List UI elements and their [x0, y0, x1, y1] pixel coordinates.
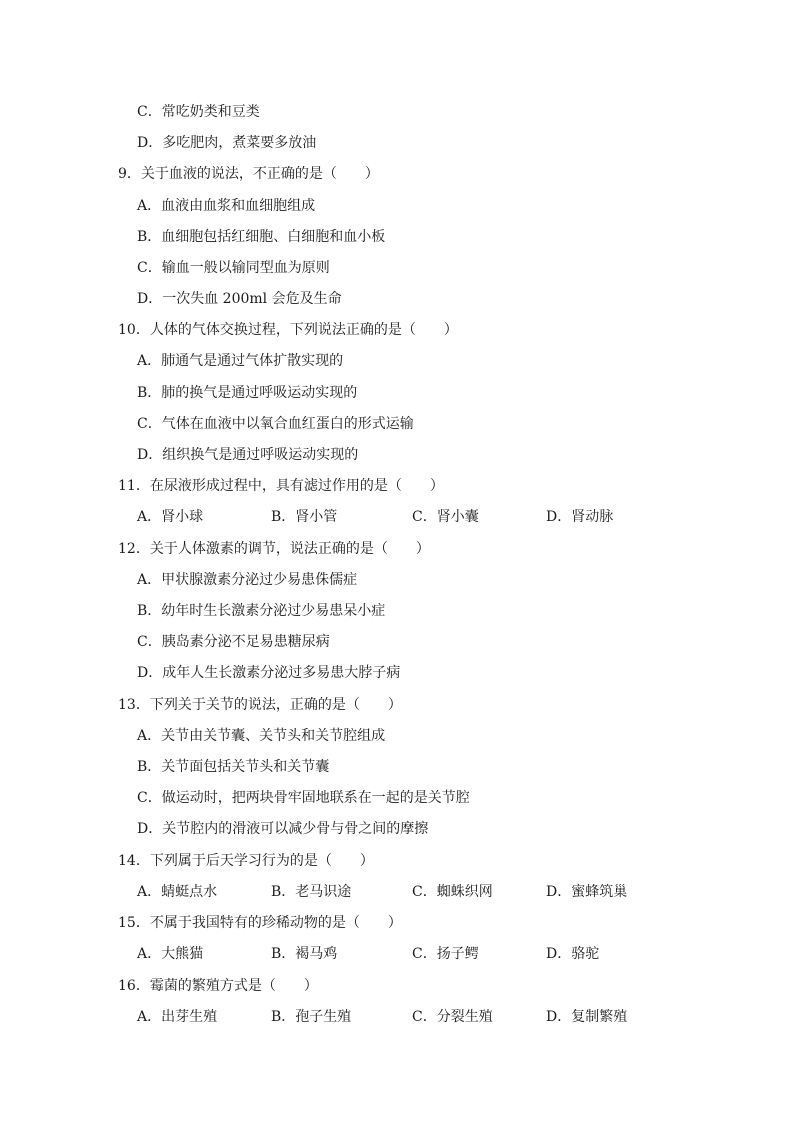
q13-option-d: D．关节腔内的滑液可以减少骨与骨之间的摩擦	[137, 821, 429, 837]
q9-stem: 9．关于血液的说法，不正确的是（ ）	[118, 166, 379, 182]
q9-option-a: A．血液由血浆和血细胞组成	[137, 198, 316, 214]
q15-stem: 15．不属于我国特有的珍稀动物的是（ ）	[118, 915, 402, 931]
q10-option-d: D．组织换气是通过呼吸运动实现的	[137, 447, 359, 463]
q9-option-c: C．输血一般以输同型血为原则	[137, 260, 330, 276]
q9-option-b: B．血细胞包括红细胞、白细胞和血小板	[137, 229, 386, 245]
q16-option-d: D．复制繁殖	[546, 1009, 628, 1025]
q15-option-d: D．骆驼	[546, 946, 600, 962]
q12-stem: 12．关于人体激素的调节，说法正确的是（ ）	[118, 541, 430, 557]
q15-option-a: A．大熊猫	[137, 946, 204, 962]
q11-stem: 11．在尿液形成过程中，具有滤过作用的是（ ）	[118, 478, 444, 494]
q16-stem: 16．霉菌的繁殖方式是（ ）	[118, 978, 318, 994]
q10-option-c: C．气体在血液中以氧合血红蛋白的形式运输	[137, 416, 414, 432]
q14-option-c: C．蜘蛛织网	[412, 884, 493, 900]
q14-option-b: B．老马识途	[271, 884, 352, 900]
q13-option-b: B．关节面包括关节头和关节囊	[137, 759, 330, 775]
q12-option-a: A．甲状腺激素分泌过少易患侏儒症	[137, 572, 358, 588]
q11-option-b: B．肾小管	[271, 509, 338, 525]
q11-option-d: D．肾动脉	[546, 509, 614, 525]
q14-option-d: D．蜜蜂筑巢	[546, 884, 628, 900]
q13-option-c: C．做运动时，把两块骨牢固地联系在一起的是关节腔	[137, 790, 470, 806]
q8-option-c: C．常吃奶类和豆类	[137, 104, 260, 120]
q14-option-a: A．蜻蜓点水	[137, 884, 218, 900]
q12-option-b: B．幼年时生长激素分泌过少易患呆小症	[137, 603, 386, 619]
q8-option-d: D．多吃肥肉，煮菜要多放油	[137, 135, 317, 151]
q13-stem: 13．下列关于关节的说法，正确的是（ ）	[118, 697, 402, 713]
q10-option-a: A．肺通气是通过气体扩散实现的	[137, 353, 344, 369]
q9-option-d: D．一次失血 200ml 会危及生命	[137, 291, 342, 307]
q16-option-a: A．出芽生殖	[137, 1009, 218, 1025]
q12-option-d: D．成年人生长激素分泌过多易患大脖子病	[137, 665, 401, 681]
q16-option-b: B．孢子生殖	[271, 1009, 352, 1025]
q15-option-c: C．扬子鳄	[412, 946, 479, 962]
q16-option-c: C．分裂生殖	[412, 1009, 493, 1025]
q12-option-c: C．胰岛素分泌不足易患糖尿病	[137, 634, 330, 650]
q11-option-a: A．肾小球	[137, 509, 204, 525]
q13-option-a: A．关节由关节囊、关节头和关节腔组成	[137, 728, 386, 744]
q14-stem: 14．下列属于后天学习行为的是（ ）	[118, 853, 374, 869]
q10-stem: 10．人体的气体交换过程，下列说法正确的是（ ）	[118, 322, 458, 338]
q11-option-c: C．肾小囊	[412, 509, 479, 525]
q15-option-b: B．褐马鸡	[271, 946, 338, 962]
q10-option-b: B．肺的换气是通过呼吸运动实现的	[137, 385, 358, 401]
